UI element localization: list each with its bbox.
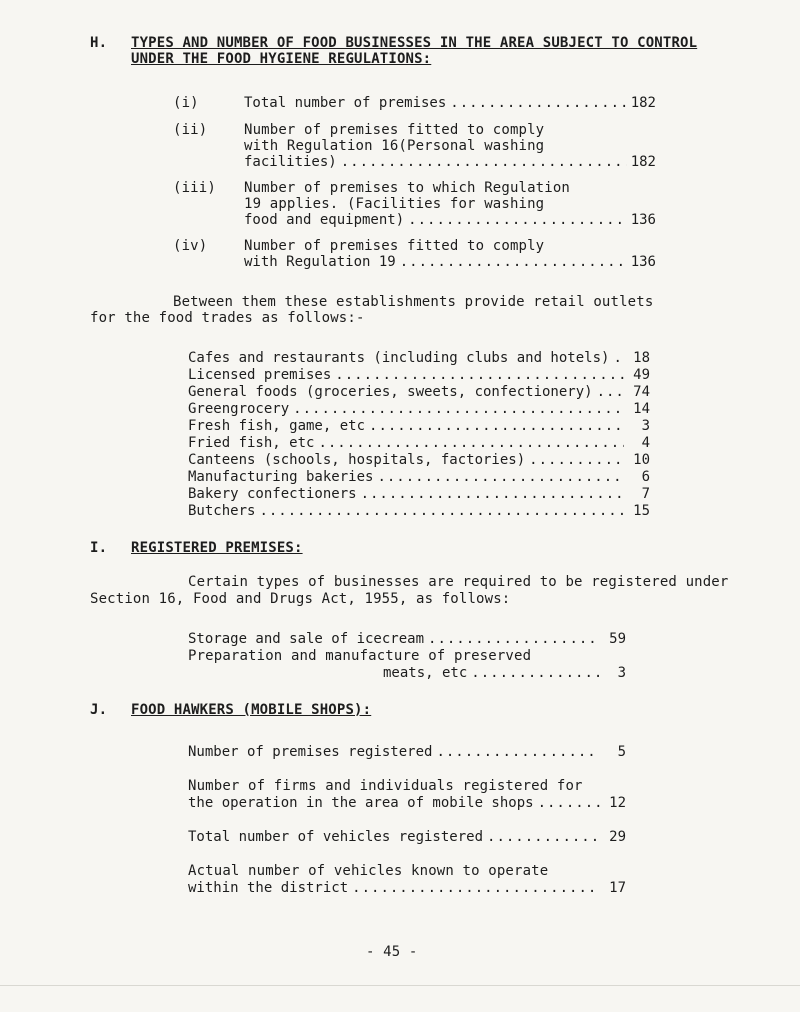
section-j-letter: J. <box>90 702 108 718</box>
outlets-intro-line1: Between them these establishments provide retail outlets <box>173 294 654 310</box>
item-value: 182 <box>630 95 656 111</box>
outlet-value: 4 <box>641 435 650 451</box>
outlet-label: Bakery confectioners <box>188 486 357 502</box>
outlet-value: 49 <box>633 367 650 383</box>
page-edge-divider <box>0 985 800 986</box>
outlet-label: General foods (groceries, sweets, confectionery) <box>188 384 593 400</box>
outlet-value: 14 <box>633 401 650 417</box>
outlet-value: 15 <box>633 503 650 519</box>
hawker-row <box>188 880 626 896</box>
outlet-row <box>188 486 650 502</box>
registered-label-line: Preparation and manufacture of preserved <box>188 648 532 664</box>
outlet-label: Greengrocery <box>188 401 290 417</box>
hawker-label: the operation in the area of mobile shops <box>188 795 534 811</box>
registered-row <box>383 665 626 681</box>
registered-label: meats, etc <box>383 665 468 681</box>
item-row <box>244 154 656 170</box>
section-h-title-line2: UNDER THE FOOD HYGIENE REGULATIONS: <box>131 51 432 67</box>
item-label: with Regulation 19 <box>244 254 396 270</box>
outlet-row <box>188 401 650 417</box>
hawker-label: within the district <box>188 880 349 896</box>
outlet-value: 7 <box>641 486 650 502</box>
hawker-row <box>188 829 626 845</box>
outlets-intro-line2: for the food trades as follows:- <box>90 310 365 326</box>
hawker-value: 5 <box>617 744 626 760</box>
item-label: facilities) <box>244 154 337 170</box>
outlet-label: Manufacturing bakeries <box>188 469 374 485</box>
item-value: 136 <box>630 254 656 270</box>
item-label: Total number of premises <box>244 95 447 111</box>
outlet-row <box>188 435 650 451</box>
registered-label: Storage and sale of icecream <box>188 631 425 647</box>
item-label-line: Number of premises to which Regulation <box>244 180 570 196</box>
outlet-label: Licensed premises <box>188 367 332 383</box>
hawker-label: Total number of vehicles registered <box>188 829 484 845</box>
registration-intro-line1: Certain types of businesses are required to be registered under <box>188 574 729 590</box>
outlet-value: 74 <box>633 384 650 400</box>
page-number: - 45 - <box>366 944 418 960</box>
outlet-row <box>188 418 650 434</box>
registered-value: 59 <box>609 631 626 647</box>
outlet-label: Canteens (schools, hospitals, factories) <box>188 452 526 468</box>
registration-intro-line2: Section 16, Food and Drugs Act, 1955, as follows: <box>90 591 511 607</box>
outlet-label: Cafes and restaurants (including clubs and hotels) <box>188 350 610 366</box>
hawker-row <box>188 744 626 760</box>
item-number: (i) <box>173 95 199 111</box>
section-j-title: FOOD HAWKERS (MOBILE SHOPS): <box>131 702 372 718</box>
outlet-row <box>188 503 650 519</box>
item-label-line: Number of premises fitted to comply <box>244 238 545 254</box>
item-number: (iv) <box>173 238 208 254</box>
item-value: 182 <box>630 154 656 170</box>
outlet-value: 3 <box>641 418 650 434</box>
outlet-label: Fried fish, etc <box>188 435 315 451</box>
section-h-title-line1: TYPES AND NUMBER OF FOOD BUSINESSES IN THE AREA SUBJECT TO CONTROL <box>131 35 698 51</box>
hawker-label: Number of premises registered <box>188 744 433 760</box>
hawker-row <box>188 795 626 811</box>
section-i-title: REGISTERED PREMISES: <box>131 540 303 556</box>
hawker-label-line: Actual number of vehicles known to operate <box>188 863 549 879</box>
item-number: (iii) <box>173 180 216 196</box>
item-row <box>244 254 656 270</box>
item-label-line: Number of premises fitted to comply <box>244 122 545 138</box>
hawker-label-line: Number of firms and individuals registered for <box>188 778 583 794</box>
outlet-row <box>188 469 650 485</box>
item-label: food and equipment) <box>244 212 405 228</box>
hawker-value: 29 <box>609 829 626 845</box>
item-row <box>244 212 656 228</box>
item-label-line: with Regulation 16(Personal washing <box>244 138 545 154</box>
hawker-value: 12 <box>609 795 626 811</box>
item-number: (ii) <box>173 122 208 138</box>
outlet-value: 6 <box>641 469 650 485</box>
outlet-label: Fresh fish, game, etc <box>188 418 366 434</box>
outlet-row <box>188 384 650 400</box>
outlet-row <box>188 350 650 366</box>
outlet-row <box>188 452 650 468</box>
section-h-letter: H. <box>90 35 108 51</box>
item-label-line: 19 applies. (Facilities for washing <box>244 196 545 212</box>
outlet-label: Butchers <box>188 503 256 519</box>
outlet-row <box>188 367 650 383</box>
registered-value: 3 <box>617 665 626 681</box>
item-row <box>244 95 656 111</box>
outlet-value: 10 <box>633 452 650 468</box>
section-i-letter: I. <box>90 540 108 556</box>
item-value: 136 <box>630 212 656 228</box>
registered-row <box>188 631 626 647</box>
outlet-value: 18 <box>633 350 650 366</box>
hawker-value: 17 <box>609 880 626 896</box>
